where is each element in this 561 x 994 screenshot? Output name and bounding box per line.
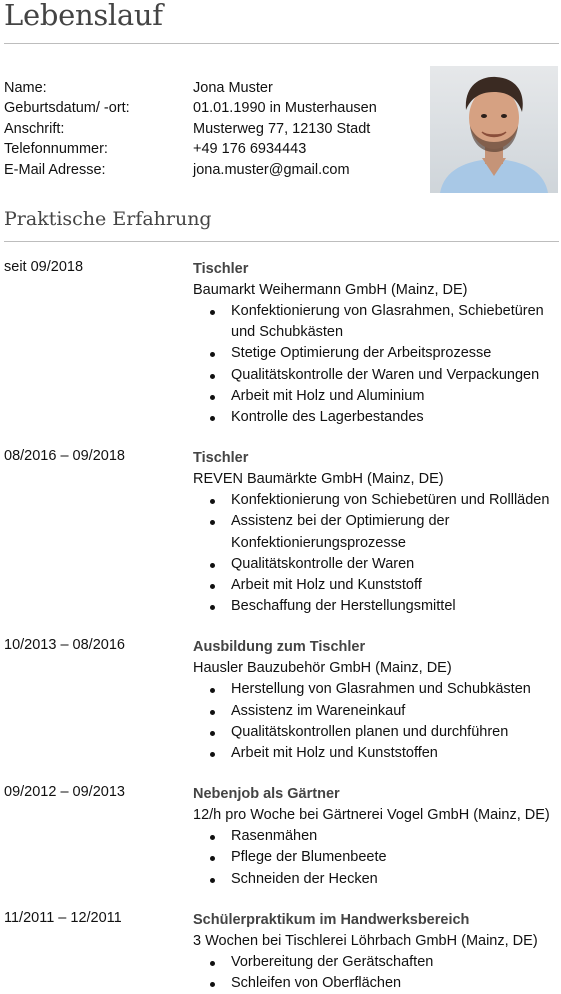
list-item: Assistenz im Wareneinkauf	[193, 701, 559, 722]
entry-company: Baumarkt Weihermann GmbH (Mainz, DE)	[193, 282, 468, 298]
list-item: Konfektionierung von Schiebetüren und Rollläden	[193, 490, 559, 511]
entry-date: 11/2011 – 12/2011	[4, 909, 122, 926]
personal-label: Name:	[4, 80, 47, 96]
personal-label: E-Mail Adresse:	[4, 161, 106, 178]
experience-entry	[4, 448, 559, 617]
avatar-illustration	[430, 66, 558, 193]
list-item: Konfektionierung von Glasrahmen, Schiebetüren und Schubkästen	[193, 301, 559, 343]
personal-value: Musterweg 77, 12130 Stadt	[193, 120, 371, 137]
entry-role: Nebenjob als Gärtner	[193, 786, 340, 803]
personal-label: Geburtsdatum/ -ort:	[4, 100, 130, 117]
list-item: Pflege der Blumenbeete	[193, 847, 559, 868]
experience-entry	[4, 637, 559, 764]
entry-role: Schülerpraktikum im Handwerksbereich	[193, 911, 470, 928]
experience-entry	[4, 784, 559, 890]
personal-value: jona.muster@gmail.com	[193, 161, 350, 178]
list-item: Qualitätskontrolle der Waren	[193, 554, 559, 575]
entry-role: Ausbildung zum Tischler	[193, 639, 366, 656]
entry-company: 3 Wochen bei Tischlerei Löhrbach GmbH (Mainz, DE)	[193, 932, 538, 949]
title-divider	[4, 43, 559, 44]
entry-company: Hausler Bauzubehör GmbH (Mainz, DE)	[193, 660, 452, 677]
section-title-experience: Praktische Erfahrung	[4, 208, 212, 230]
section-divider	[4, 241, 559, 242]
entry-task-list	[193, 490, 559, 617]
profile-photo	[430, 66, 558, 193]
entry-role: Tischler	[193, 261, 249, 277]
list-item: Arbeit mit Holz und Aluminium	[193, 386, 559, 407]
entry-company: REVEN Baumärkte GmbH (Mainz, DE)	[193, 471, 444, 488]
experience-entry	[4, 259, 559, 428]
list-item: Assistenz bei der Optimierung der Konfektionierungsprozesse	[193, 511, 559, 553]
personal-value: 01.01.1990 in Musterhausen	[193, 100, 377, 117]
personal-label: Anschrift:	[4, 120, 65, 137]
entry-role: Tischler	[193, 450, 249, 467]
list-item: Qualitätskontrollen planen und durchführen	[193, 722, 559, 743]
personal-value: +49 176 6934443	[193, 141, 307, 158]
personal-label: Telefonnummer:	[4, 141, 108, 158]
list-item: Beschaffung der Herstellungsmittel	[193, 596, 559, 617]
entry-date: 09/2012 – 09/2013	[4, 784, 125, 801]
page-title: Lebenslauf	[4, 0, 163, 32]
list-item: Vorbereitung der Gerätschaften	[193, 952, 559, 973]
list-item: Schleifen von Oberflächen	[193, 973, 559, 994]
entry-date: 10/2013 – 08/2016	[4, 637, 125, 654]
experience-list	[4, 259, 559, 994]
list-item: Rasenmähen	[193, 826, 559, 847]
list-item: Schneiden der Hecken	[193, 869, 559, 890]
entry-task-list	[193, 301, 559, 428]
personal-value: Jona Muster	[193, 80, 273, 96]
list-item: Kontrolle des Lagerbestandes	[193, 407, 559, 428]
entry-company: 12/h pro Woche bei Gärtnerei Vogel GmbH (Mainz, DE)	[193, 807, 550, 824]
list-item: Arbeit mit Holz und Kunststoff	[193, 575, 559, 596]
entry-date: seit 09/2018	[4, 259, 84, 275]
list-item: Qualitätskontrolle der Waren und Verpackungen	[193, 365, 559, 386]
experience-entry	[4, 910, 559, 994]
list-item: Arbeit mit Holz und Kunststoffen	[193, 743, 559, 764]
entry-date: 08/2016 – 09/2018	[4, 448, 125, 465]
list-item: Stetige Optimierung der Arbeitsprozesse	[193, 343, 559, 364]
list-item: Herstellung von Glasrahmen und Schubkästen	[193, 679, 559, 700]
entry-task-list	[193, 679, 559, 764]
entry-task-list	[193, 826, 559, 890]
